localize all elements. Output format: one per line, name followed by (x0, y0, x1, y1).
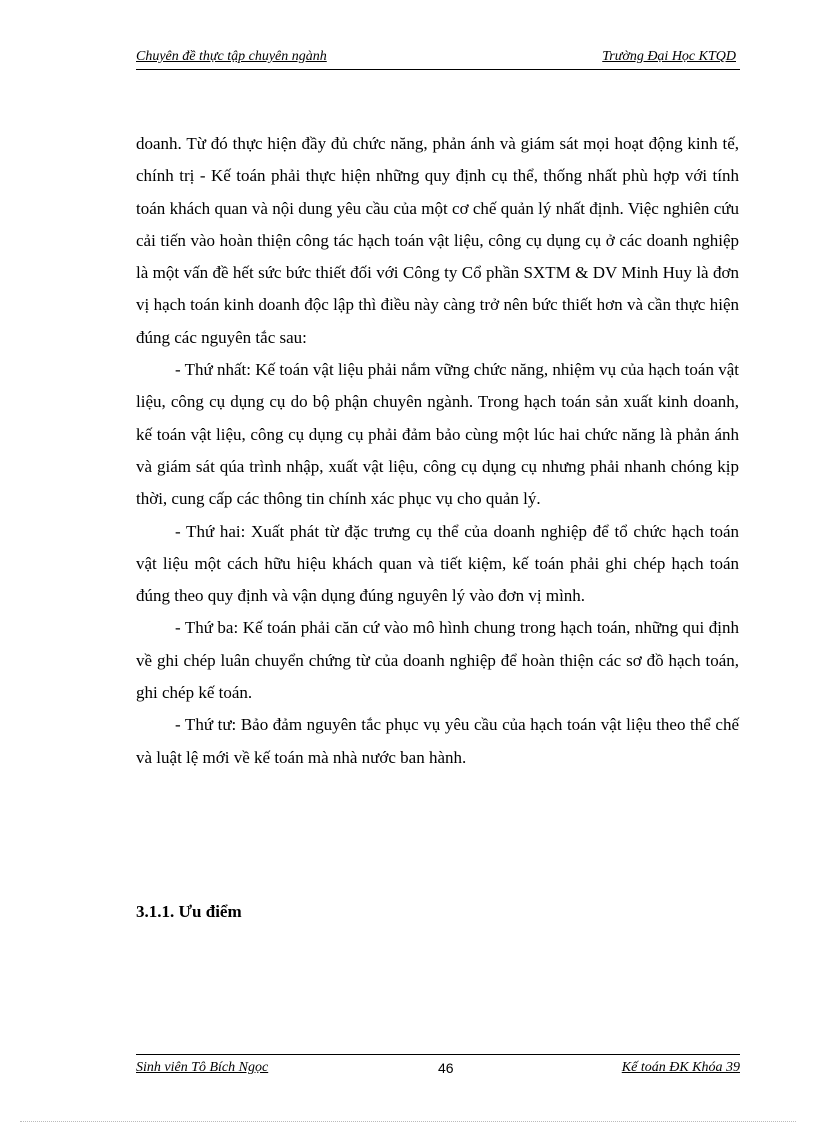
footer-right-text: Kế toán ĐK Khóa 39 (621, 1060, 740, 1075)
paragraph-fourth: - Thứ tư: Bảo đảm nguyên tắc phục vụ yêu cầu của hạch toán vật liệu theo thể chế và luật lệ mới về kế toán mà nhà nước ban hành. (136, 715, 739, 767)
header-right-text: Trường Đại Học KTQD (602, 49, 736, 64)
page-header (136, 47, 740, 70)
page-break-divider (20, 1121, 796, 1122)
paragraph-first: - Thứ nhất: Kế toán vật liệu phải nắm vững chức năng, nhiệm vụ của hạch toán vật liệu, công cụ dụng cụ do bộ phận chuyên ngành. Trong hạch toán sản xuất kinh doanh, kế toán vật liệu, công cụ dụng cụ phải đảm bảo cùng một lúc hai chức năng là phản ánh và giám sát qúa trình nhập, xuất vật liệu, công cụ dụng cụ nhưng phải nhanh chóng kịp thời, cung cấp các thông tin chính xác phục vụ cho quản lý. (136, 360, 739, 509)
paragraph-second: - Thứ hai: Xuất phát từ đặc trưng cụ thể của doanh nghiệp để tổ chức hạch toán vật liệu một cách hữu hiệu khách quan và tiết kiệm, kế toán phải ghi chép hạch toán đúng theo quy định và vận dụng đúng nguyên lý vào đơn vị mình. (136, 521, 739, 606)
page-footer (136, 1054, 740, 1079)
section-heading: 3.1.1. Ưu điểm (136, 902, 242, 921)
paragraph-third: - Thứ ba: Kế toán phải căn cứ vào mô hình chung trong hạch toán, những qui định về ghi chép luân chuyển chứng từ của doanh nghiệp để hoàn thiện các sơ đồ hạch toán, ghi chép kế toán. (136, 618, 739, 703)
page-number: 46 (438, 1060, 454, 1076)
footer-left-text: Sinh viên Tô Bích Ngọc (136, 1060, 269, 1075)
paragraph-intro: doanh. Từ đó thực hiện đầy đủ chức năng, phản ánh và giám sát mọi hoạt động kinh tế, chính trị - Kế toán phải thực hiện những quy định cụ thể, thống nhất phù hợp với tính toán khách quan và nội dung yêu cầu của một cơ chế quản lý nhất định. Việc nghiên cứu cải tiến vào hoàn thiện công tác hạch toán vật liệu, công cụ dụng cụ ở các doanh nghiệp là một vấn đề hết sức bức thiết đối với Công ty Cổ phần SXTM & DV Minh Huy là đơn vị hạch toán kinh doanh độc lập thì điều này càng trở nên bức thiết hơn và cần thực hiện đúng các nguyên tắc sau: (136, 134, 739, 347)
header-left-text: Chuyên đề thực tập chuyên ngành (136, 49, 327, 64)
body-text (136, 128, 739, 774)
